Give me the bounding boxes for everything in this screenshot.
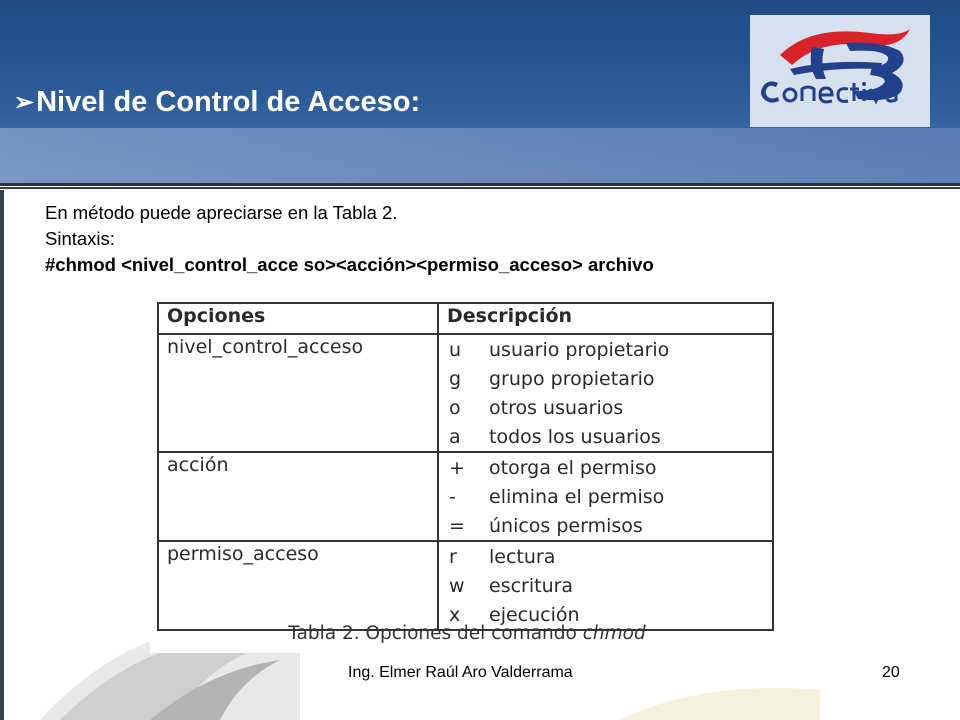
option-symbol: o bbox=[449, 396, 461, 419]
table-row bbox=[158, 452, 773, 541]
option-description: usuario propietario bbox=[489, 338, 670, 361]
option-cell: acción bbox=[158, 452, 438, 541]
list-item bbox=[447, 393, 764, 422]
description-cell bbox=[438, 452, 773, 541]
intro-line: En método puede apreciarse en la Tabla 2. bbox=[45, 202, 398, 223]
header-divider bbox=[0, 183, 960, 186]
table-caption bbox=[150, 623, 784, 644]
list-item bbox=[447, 571, 764, 600]
chmod-options-table bbox=[157, 302, 774, 631]
option-symbol: = bbox=[449, 514, 465, 537]
options-table-figure bbox=[150, 296, 784, 653]
arrow-bullet-icon: ➢ bbox=[14, 89, 35, 116]
syntax-label: Sintaxis: bbox=[45, 228, 115, 249]
list-item bbox=[447, 511, 764, 540]
list-item bbox=[447, 453, 764, 482]
description-cell bbox=[438, 334, 773, 452]
column-header-options: Opciones bbox=[158, 303, 438, 334]
option-description: otros usuarios bbox=[489, 396, 624, 419]
option-symbol: x bbox=[449, 603, 461, 626]
table-row bbox=[158, 541, 773, 630]
list-item bbox=[447, 335, 764, 364]
option-description: únicos permisos bbox=[489, 514, 643, 537]
list-item bbox=[447, 364, 764, 393]
list-item bbox=[447, 482, 764, 511]
option-description: lectura bbox=[489, 545, 556, 568]
option-symbol: + bbox=[449, 456, 465, 479]
page-number: 20 bbox=[882, 664, 900, 681]
slide-body bbox=[45, 200, 654, 278]
list-item bbox=[447, 542, 764, 571]
option-cell: permiso_acceso bbox=[158, 541, 438, 630]
option-description: otorga el permiso bbox=[489, 456, 657, 479]
option-description: grupo propietario bbox=[489, 367, 655, 390]
list-item bbox=[447, 422, 764, 451]
option-symbol: g bbox=[449, 367, 462, 390]
chmod-syntax: #chmod <nivel_control_acce so><acción><permiso_acceso> archivo bbox=[45, 254, 654, 275]
table-header-row bbox=[158, 303, 773, 334]
description-cell bbox=[438, 541, 773, 630]
option-symbol: a bbox=[449, 425, 461, 448]
option-description: ejecución bbox=[489, 603, 580, 626]
option-description: elimina el permiso bbox=[489, 485, 665, 508]
option-description: escritura bbox=[489, 574, 574, 597]
table-row bbox=[158, 334, 773, 452]
conectiva-logo-icon bbox=[750, 15, 930, 127]
slide-title-text: Nivel de Control de Acceso: bbox=[36, 86, 421, 118]
option-symbol: r bbox=[449, 545, 457, 568]
option-description: todos los usuarios bbox=[489, 425, 661, 448]
column-header-description: Descripción bbox=[438, 303, 773, 334]
caption-command: chmod bbox=[582, 623, 646, 644]
option-cell: nivel_control_acceso bbox=[158, 334, 438, 452]
option-symbol: u bbox=[449, 338, 462, 361]
header-sheen bbox=[0, 128, 960, 186]
caption-text: Tabla 2. Opciones del comando bbox=[288, 623, 583, 644]
slide-title bbox=[14, 86, 420, 119]
option-symbol: - bbox=[449, 485, 456, 508]
option-symbol: w bbox=[449, 574, 465, 597]
header-divider-secondary bbox=[0, 187, 960, 189]
footer-author: Ing. Elmer Raúl Aro Valderrama bbox=[348, 664, 573, 681]
conectiva-logo bbox=[750, 15, 930, 127]
